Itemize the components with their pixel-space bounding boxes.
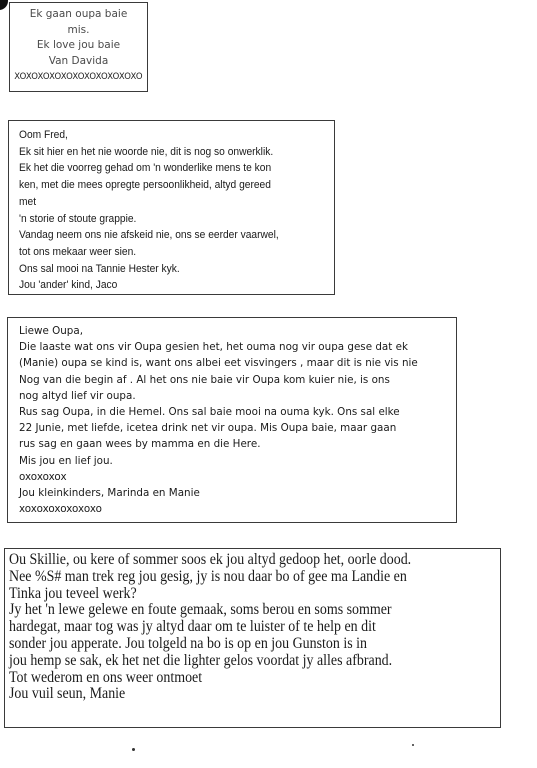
note-line: Ek het die voorreg gehad om 'n wonderlike mens te kon bbox=[19, 162, 272, 175]
note-line: Oom Fred, bbox=[19, 129, 68, 141]
scan-speck bbox=[412, 744, 414, 746]
note-line: 'n storie of stoute grappie. bbox=[19, 212, 137, 225]
note-line: Mis jou en lief jou. bbox=[19, 454, 113, 467]
note-line: tot ons mekaar weer sien. bbox=[19, 245, 137, 258]
note-line: Rus sag Oupa, in die Hemel. Ons sal baie mooi na ouma kyk. Ons sal elke bbox=[19, 406, 400, 419]
note-line: Jou 'ander' kind, Jaco bbox=[19, 279, 118, 292]
note-line: Jy het 'n lewe gelewe en foute gemaak, soms berou en soms sommer bbox=[9, 601, 392, 619]
note-line: Tinka jou teveel werk? bbox=[9, 584, 137, 602]
note-line: oxoxoxox bbox=[19, 470, 67, 483]
note-line: Van Davida bbox=[48, 54, 109, 67]
note-line: rus sag en gaan wees by mamma en die Here. bbox=[19, 438, 261, 451]
note-line: Die laaste wat ons vir Oupa gesien het, het ouma nog vir oupa gese dat ek bbox=[19, 341, 408, 354]
note-line: nog altyd lief vir oupa. bbox=[19, 389, 136, 402]
note-line: met bbox=[19, 195, 37, 208]
note-line: 22 Junie, met liefde, icetea drink net vir oupa. Mis Oupa baie, maar gaan bbox=[19, 422, 397, 435]
note-line: Tot wederom en ons weer ontmoet bbox=[9, 668, 203, 686]
scan-speck bbox=[132, 748, 135, 751]
note-line: jou hemp se sak, ek het net die lighter gelos voordat jy alles afbrand. bbox=[9, 651, 393, 669]
note-davida bbox=[9, 2, 148, 92]
note-line: ken, met die mees opregte persoonlikheid, altyd gereed bbox=[19, 179, 271, 192]
note-line: Jou kleinkinders, Marinda en Manie bbox=[19, 487, 200, 500]
note-line: Nog van die begin af . Al het ons nie baie vir Oupa kom kuier nie, is ons bbox=[19, 373, 390, 386]
note-line: Ou Skillie, ou kere of sommer soos ek jou altyd gedoop het, oorle dood. bbox=[9, 551, 412, 568]
note-line: xoxoxoxoxoxoxo bbox=[19, 503, 103, 516]
note-line: XOXOXOXOXOXOXOXOXOXOXO bbox=[14, 72, 143, 82]
note-manie bbox=[4, 548, 501, 728]
note-line: Liewe Oupa, bbox=[19, 325, 83, 337]
note-line: Ek sit hier en het nie woorde nie, dit is nog so onwerklik. bbox=[19, 145, 274, 158]
note-line: Jou vuil seun, Manie bbox=[9, 685, 126, 703]
note-line: Ek love jou baie bbox=[36, 39, 121, 51]
note-line: Ek gaan oupa baie bbox=[29, 8, 128, 20]
note-line: mis. bbox=[67, 23, 90, 36]
note-line: Ons sal mooi na Tannie Hester kyk. bbox=[19, 262, 180, 275]
note-line: sonder jou apperate. Jou tolgeld na bo is op en jou Gunston is in bbox=[9, 634, 368, 652]
note-line: hardegat, maar tog was jy altyd daar om te luister of te help en dit bbox=[9, 618, 376, 636]
corner-mark bbox=[0, 0, 8, 10]
note-jaco bbox=[8, 120, 335, 295]
note-line: Vandag neem ons nie afskeid nie, ons se eerder vaarwel, bbox=[19, 229, 279, 242]
note-marinda-manie bbox=[7, 317, 457, 523]
note-line: Nee %S# man trek reg jou gesig, jy is nou daar bo of gee ma Landie en bbox=[9, 567, 407, 585]
note-line: (Manie) oupa se kind is, want ons albei eet visvingers , maar dit is nie vis nie bbox=[19, 357, 418, 370]
